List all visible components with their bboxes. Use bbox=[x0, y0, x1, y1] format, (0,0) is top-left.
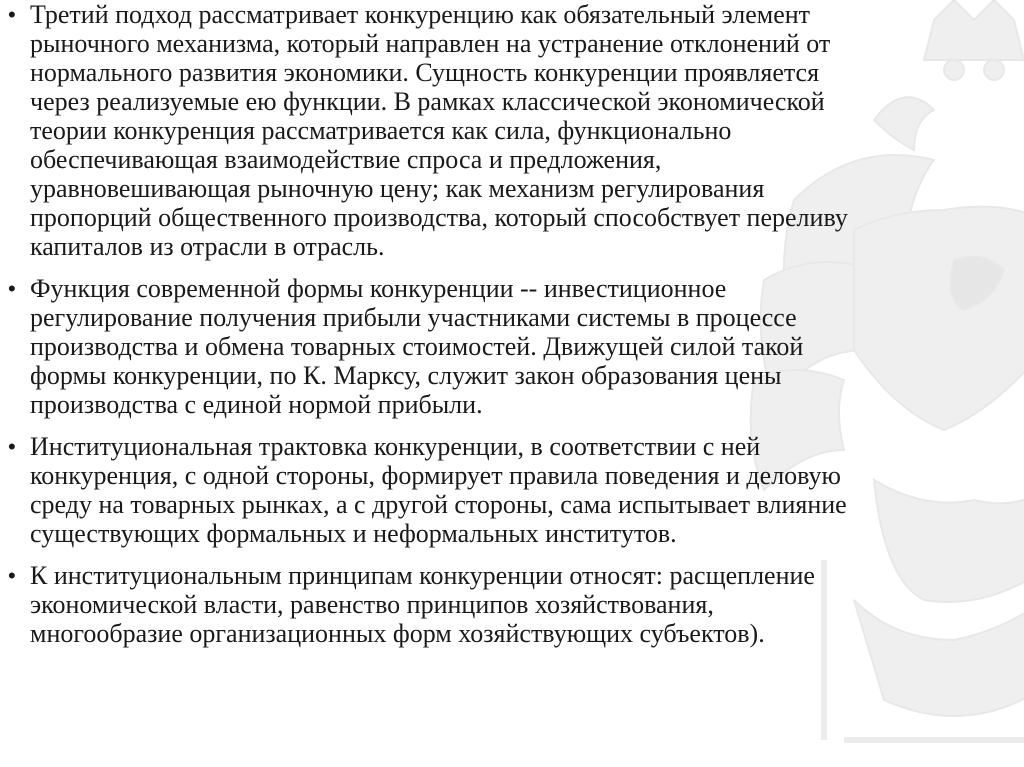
text-line: производства и обмена товарных стоимостей. Движущей силой такой bbox=[30, 332, 804, 361]
text-line: экономической власти, равенство принципов хозяйствования, bbox=[30, 590, 714, 619]
text-line: производства с единой нормой прибыли. bbox=[30, 390, 483, 419]
bullet-text bbox=[30, 432, 1013, 548]
text-line: теории конкуренция рассматривается как сила, функционально bbox=[30, 116, 732, 145]
text-line: Функция современной формы конкуренции -- инвестиционное bbox=[30, 274, 727, 303]
text-line: рыночного механизма, который направлен на устранение отклонений от bbox=[30, 29, 831, 58]
bullet-item bbox=[8, 432, 1013, 548]
bullet-text bbox=[30, 0, 1013, 261]
bullet-item bbox=[8, 0, 1013, 261]
bullet-item bbox=[8, 561, 1013, 648]
text-line: формы конкуренции, по К. Марксу, служит закон образования цены bbox=[30, 361, 782, 390]
text-line: многообразие организационных форм хозяйствующих субъектов). bbox=[30, 619, 765, 648]
text-line: среду на товарных рынках, а с другой стороны, сама испытывает влияние bbox=[30, 490, 847, 519]
text-line: капиталов из отрасли в отрасль. bbox=[30, 232, 385, 261]
text-line: К институциональным принципам конкуренции относят: расщепление bbox=[30, 561, 815, 590]
text-line: Третий подход рассматривает конкуренцию как обязательный элемент bbox=[30, 0, 811, 29]
text-line: существующих формальных и неформальных институтов. bbox=[30, 519, 677, 548]
text-line: уравновешивающая рыночную цену; как механизм регулирования bbox=[30, 174, 765, 203]
text-line: Институциональная трактовка конкуренции, в соответствии с ней bbox=[30, 432, 761, 461]
text-line: через реализуемые ею функции. В рамках классической экономической bbox=[30, 87, 825, 116]
bullet-item bbox=[8, 274, 1013, 419]
bullet-marker: • bbox=[8, 2, 16, 27]
bullet-marker: • bbox=[8, 563, 16, 588]
text-line: конкуренция, с одной стороны, формирует правила поведения и деловую bbox=[30, 461, 841, 490]
bullet-marker: • bbox=[8, 434, 16, 459]
bullet-text bbox=[30, 274, 1013, 419]
text-line: нормального развития экономики. Сущность конкуренции проявляется bbox=[30, 58, 820, 87]
bullet-text bbox=[30, 561, 1013, 648]
bullet-list bbox=[8, 0, 1013, 661]
text-line: регулирование получения прибыли участниками системы в процессе bbox=[30, 303, 797, 332]
text-line: пропорций общественного производства, который способствует переливу bbox=[30, 203, 848, 232]
bullet-marker: • bbox=[8, 276, 16, 301]
text-line: обеспечивающая взаимодействие спроса и предложения, bbox=[30, 145, 662, 174]
